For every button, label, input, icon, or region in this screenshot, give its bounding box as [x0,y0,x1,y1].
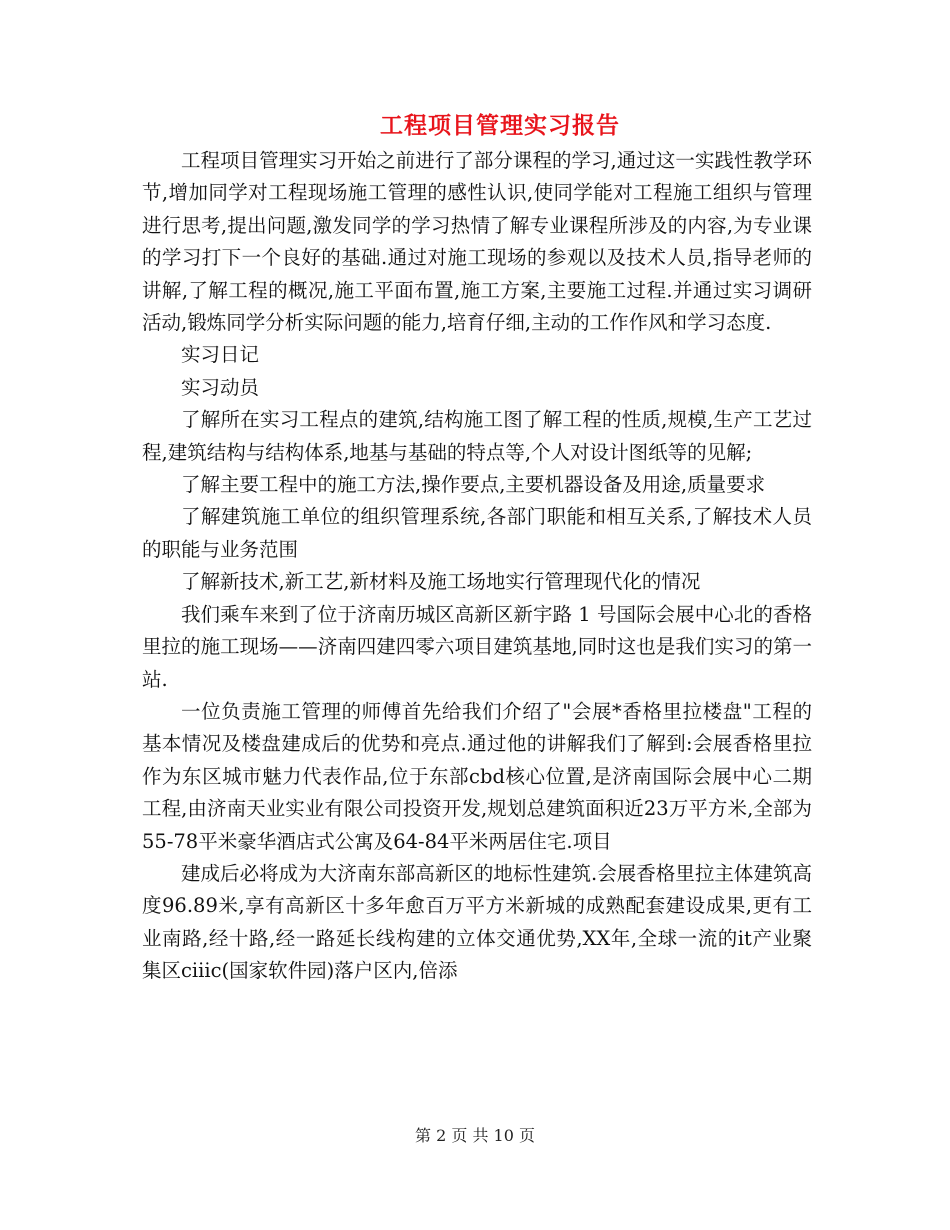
page-number-footer: 第 2 页 共 10 页 [415,1126,535,1145]
document-body [142,145,812,988]
paragraph-landmark: 建成后必将成为大济南东部高新区的地标性建筑.会展香格里拉主体建筑高度96.89米,享有高新区十多年愈百万平方米新城的成熟配套建设成果,更有工业南路,经十路,经一路延长线构建的立体交通优势,XX年,全球一流的it产业聚集区ciiic(国家软件园)落户区内,倍添 [142,861,812,983]
paragraph-site-visit: 我们乘车来到了位于济南历城区高新区新宇路 1 号国际会展中心北的香格里拉的施工现场——济南四建四零六项目建筑基地,同时这也是我们实习的第一站. [142,602,812,691]
document-title: 工程项目管理实习报告 [380,113,620,139]
paragraph-item-drawings: 了解所在实习工程点的建筑,结构施工图了解工程的性质,规模,生产工艺过程,建筑结构与结构体系,地基与基础的特点等,个人对设计图纸等的见解; [142,408,812,464]
paragraph-heading-mobilization: 实习动员 [181,375,260,399]
paragraph-item-methods: 了解主要工程中的施工方法,操作要点,主要机器设备及用途,质量要求 [181,473,766,497]
paragraph-intro: 工程项目管理实习开始之前进行了部分课程的学习,通过这一实践性教学环节,增加同学对工程现场施工管理的感性认识,使同学能对工程施工组织与管理进行思考,提出问题,激发同学的学习热情了解专业课程所涉及的内容,为专业课的学习打下一个良好的基础.通过对施工现场的参观以及技术人员,指导老师的讲解,了解工程的概况,施工平面布置,施工方案,主要施工过程.并通过实习调研活动,锻炼同学分析实际问题的能力,培育仔细,主动的工作作风和学习态度. [142,149,812,335]
paragraph-heading-diary: 实习日记 [181,343,260,367]
paragraph-item-new-tech: 了解新技术,新工艺,新材料及施工场地实行管理现代化的情况 [181,570,701,594]
paragraph-item-organization: 了解建筑施工单位的组织管理系统,各部门职能和相互关系,了解技术人员的职能与业务范围 [142,505,812,561]
paragraph-project-intro: 一位负责施工管理的师傅首先给我们介绍了"会展*香格里拉楼盘"工程的基本情况及楼盘建成后的优势和亮点.通过他的讲解我们了解到:会展香格里拉作为东区城市魅力代表作品,位于东部cbd核心位置,是济南国际会展中心二期工程,由济南天业实业有限公司投资开发,规划总建筑面积近23万平方米,全部为55-78平米豪华酒店式公寓及64-84平米两居住宅.项目 [142,699,812,853]
